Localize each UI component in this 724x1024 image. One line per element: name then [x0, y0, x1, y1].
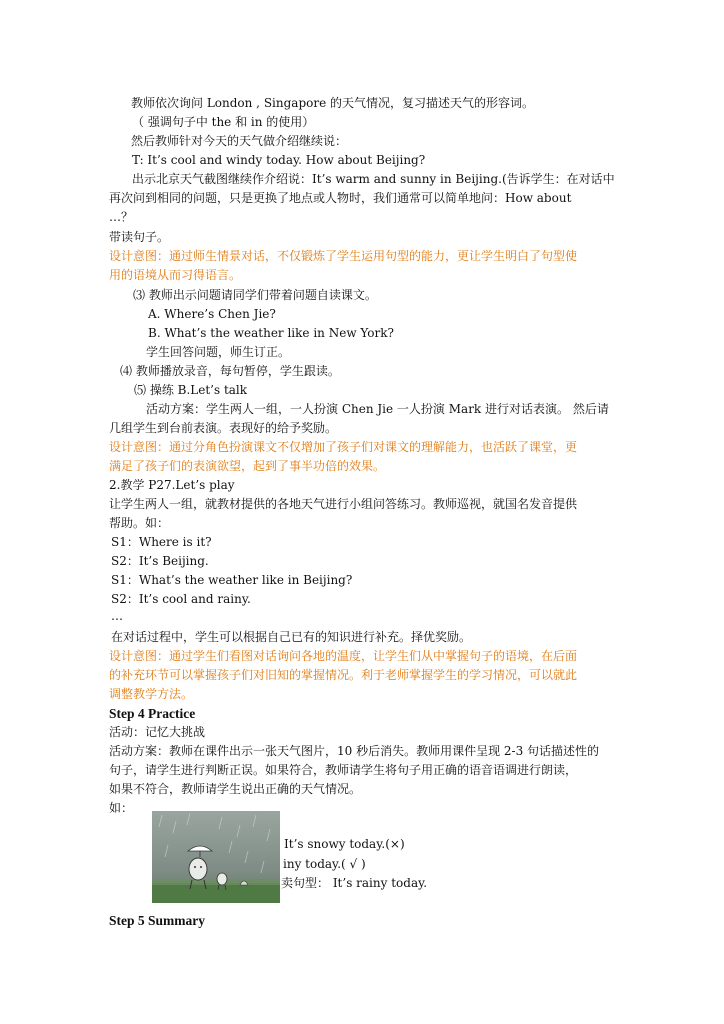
text-line: 学生回答问题，师生订正。	[146, 345, 291, 359]
dialogue-line: S1：What’s the weather like in Beijing?	[111, 573, 353, 587]
option-sentence-1: It’s snowy today.(×)	[284, 837, 405, 851]
text-line: 带读句子。	[109, 230, 170, 244]
text-line: 活动：记忆大挑战	[109, 725, 206, 739]
design-intent-text: 的补充环节可以掌握孩子们对旧知的掌握情况。利于老师掌握学生的学习情况，可以就此	[109, 668, 578, 682]
dialogue-line: S1：Where is it?	[111, 535, 212, 549]
text-line: A. Where’s Chen Jie?	[148, 307, 276, 321]
design-intent-text: 用的语境从而习得语言。	[109, 268, 242, 282]
text-line: （ 强调句子中 the 和 in 的使用）	[132, 115, 315, 129]
text-line: 句子，请学生进行判断正误。如果符合，教师请学生将句子用正确的语音语调进行朗读，	[109, 763, 578, 777]
rainy-weather-image	[152, 811, 280, 903]
step-5-heading: Step 5 Summary	[109, 913, 206, 928]
design-intent-text: 设计意图：通过师生情景对话，不仅锻炼了学生运用句型的能力，更让学生明白了句型使	[109, 249, 578, 263]
option-sentence-2: iny today.( √ )	[283, 857, 366, 871]
design-intent-text: 设计意图：通过分角色扮演课文不仅增加了孩子们对课文的理解能力，也活跃了课堂，更	[109, 440, 578, 454]
text-line: 让学生两人一组，就教材提供的各地天气进行小组问答练习。教师巡视，就国名发音提供	[109, 497, 578, 511]
text-line: 活动方案：教师在课件出示一张天气图片，10 秒后消失。教师用课件呈现 2-3 句话描述性的	[109, 744, 600, 758]
text-line: 出示北京天气截图继续作介绍说：It’s warm and sunny in Beijing.(告诉学生：在对话中	[132, 172, 615, 186]
step-4-heading: Step 4 Practice	[109, 706, 196, 721]
text-line: 几组学生到台前表演。表现好的给予奖励。	[109, 421, 338, 435]
design-intent-text: 设计意图：通过学生们看图对话询问各地的温度，让学生们从中掌握句子的语境，在后面	[109, 649, 578, 663]
design-intent-text: 调整教学方法。	[109, 687, 194, 701]
text-line: B. What’s the weather like in New York?	[148, 326, 394, 340]
text-line: ⑸ 操练 B.Let’s talk	[134, 383, 248, 397]
text-line: 如：	[109, 801, 134, 815]
ellipsis-line: …	[111, 609, 123, 623]
text-line: 教师依次询问 London , Singapore 的天气情况，复习描述天气的形容词。	[131, 96, 534, 110]
text-line: 然后教师针对今天的天气做介绍继续说：	[131, 134, 348, 148]
section-title: 2.教学 P27.Let’s play	[109, 478, 235, 492]
option-sentence-3: 卖句型： It’s rainy today.	[281, 876, 428, 890]
text-line: 活动方案：学生两人一组，一人扮演 Chen Jie 一人扮演 Mark 进行对话表演。 然后请	[146, 402, 609, 416]
dialogue-line: S2：It’s Beijing.	[111, 554, 209, 568]
text-line: …？	[109, 210, 134, 224]
dialogue-line: S2：It’s cool and rainy.	[111, 592, 251, 606]
text-line: ⑷ 教师播放录音，每句暂停，学生跟读。	[120, 364, 340, 378]
text-line: 帮助。如：	[109, 516, 170, 530]
text-line: ⑶ 教师出示问题请同学们带着问题自读课文。	[133, 288, 377, 302]
text-line: 再次问到相同的问题，只是更换了地点或人物时，我们通常可以简单地问：How about	[109, 191, 572, 205]
text-line: 在对话过程中，学生可以根据自己已有的知识进行补充。择优奖励。	[111, 630, 472, 644]
design-intent-text: 满足了孩子们的表演欲望，起到了事半功倍的效果。	[109, 459, 386, 473]
rain-illustration	[152, 811, 280, 903]
text-line: T: It’s cool and windy today. How about Beijing?	[132, 153, 426, 167]
text-line: 如果不符合，教师请学生说出正确的天气情况。	[109, 782, 362, 796]
